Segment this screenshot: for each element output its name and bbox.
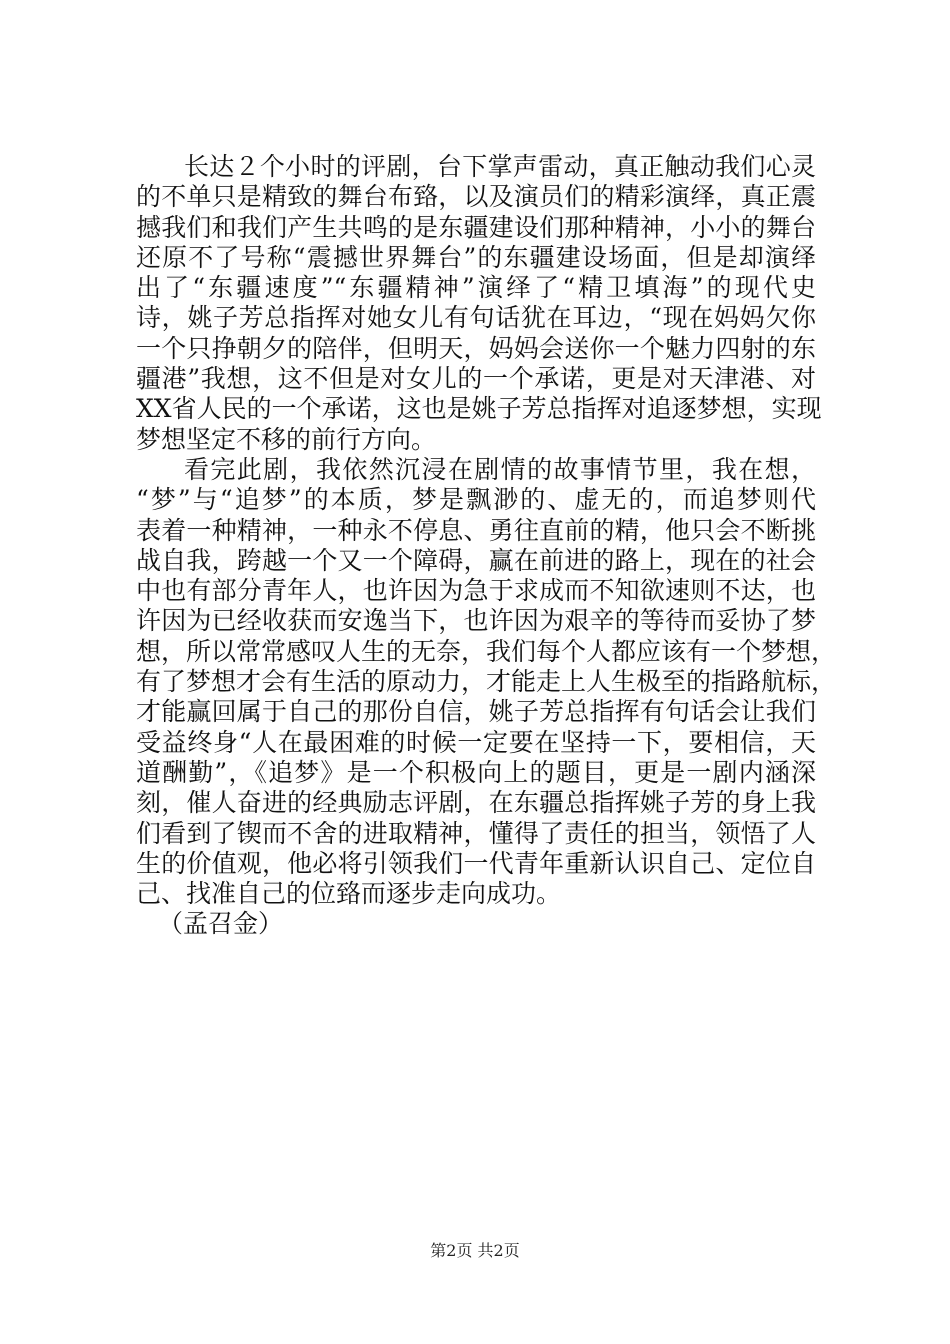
author-signature: （孟召金） xyxy=(158,909,284,939)
paragraph-2-line-11: 道酬勤”，《追梦》是一个积极向上的题目，更是一剧内涵深 xyxy=(136,757,816,787)
page-footer xyxy=(0,1241,950,1261)
paragraph-2-line-9: 才能赢回属于自己的那份自信，姚子芳总指挥有句话会让我们 xyxy=(136,697,816,727)
paragraph-1-line-10: 梦想坚定不移的前行方向。 xyxy=(136,424,437,454)
page-number-label: 第2页 共2页 xyxy=(430,1241,520,1260)
paragraph-1-line-3: 撼我们和我们产生共鸣的是东疆建设们那种精神，小小的舞台 xyxy=(136,212,816,242)
paragraph-2-line-13: 们看到了锲而不舍的进取精神，懂得了责任的担当，领悟了人 xyxy=(136,818,816,848)
paragraph-2-line-3: 表着一种精神，一种永不停息、勇往直前的精，他只会不断挑 xyxy=(136,515,816,545)
paragraph-2-line-4: 战自我，跨越一个又一个障碍，赢在前进的路上，现在的社会 xyxy=(136,545,816,575)
paragraph-1-line-1: 长达２个小时的评剧，台下掌声雷动，真正触动我们心灵 xyxy=(184,152,816,181)
document-body xyxy=(136,152,837,940)
paragraph-2-line-8: 有了梦想才会有生活的原动力，才能走上人生极至的指路航标， xyxy=(136,667,837,697)
paragraph-2-line-7: 想，所以常常感叹人生的无奈，我们每个人都应该有一个梦想， xyxy=(136,636,837,666)
paragraph-1-line-6: 诗，姚子芳总指挥对她女儿有句话犹在耳边，“现在妈妈欠你 xyxy=(136,303,816,333)
paragraph-2-line-14: 生的价值观，他必将引领我们一代青年重新认识自己、定位自 xyxy=(136,848,816,878)
paragraph-1-line-2: 的不单只是精致的舞台布臵，以及演员们的精彩演绎，真正震 xyxy=(136,182,816,212)
paragraph-1-line-5: 出了“东疆速度”“东疆精神”演绎了“精卫填海”的现代史 xyxy=(136,273,816,303)
paragraph-2-line-10: 受益终身“人在最困难的时候一定要在坚持一下，要相信，天 xyxy=(136,727,816,757)
paragraph-2-line-2: “梦”与“追梦”的本质，梦是飘渺的、虚无的，而追梦则代 xyxy=(136,485,816,515)
paragraph-2-line-12: 刻，催人奋进的经典励志评剧，在东疆总指挥姚子芳的身上我 xyxy=(136,788,816,818)
paragraph-1-line-7: 一个只挣朝夕的陪伴，但明天，妈妈会送你一个魅力四射的东 xyxy=(136,333,816,363)
paragraph-2-line-5: 中也有部分青年人，也许因为急于求成而不知欲速则不达，也 xyxy=(136,576,816,606)
paragraph-1-line-9: XX省人民的一个承诺，这也是姚子芳总指挥对追逐梦想，实现 xyxy=(136,394,822,424)
paragraph-2-line-1: 看完此剧，我依然沉浸在剧情的故事情节里，我在想， xyxy=(184,454,816,484)
paragraph-2-line-15: 己、找准自己的位臵而逐步走向成功。 xyxy=(136,879,562,909)
paragraph-1-line-8: 疆港”我想，这不但是对女儿的一个承诺，更是对天津港、对 xyxy=(136,364,816,394)
paragraph-1-line-4: 还原不了号称“震撼世界舞台”的东疆建设场面，但是却演绎 xyxy=(136,242,816,272)
paragraph-2-line-6: 许因为已经收获而安逸当下，也许因为艰辛的等待而妥协了梦 xyxy=(136,606,816,636)
